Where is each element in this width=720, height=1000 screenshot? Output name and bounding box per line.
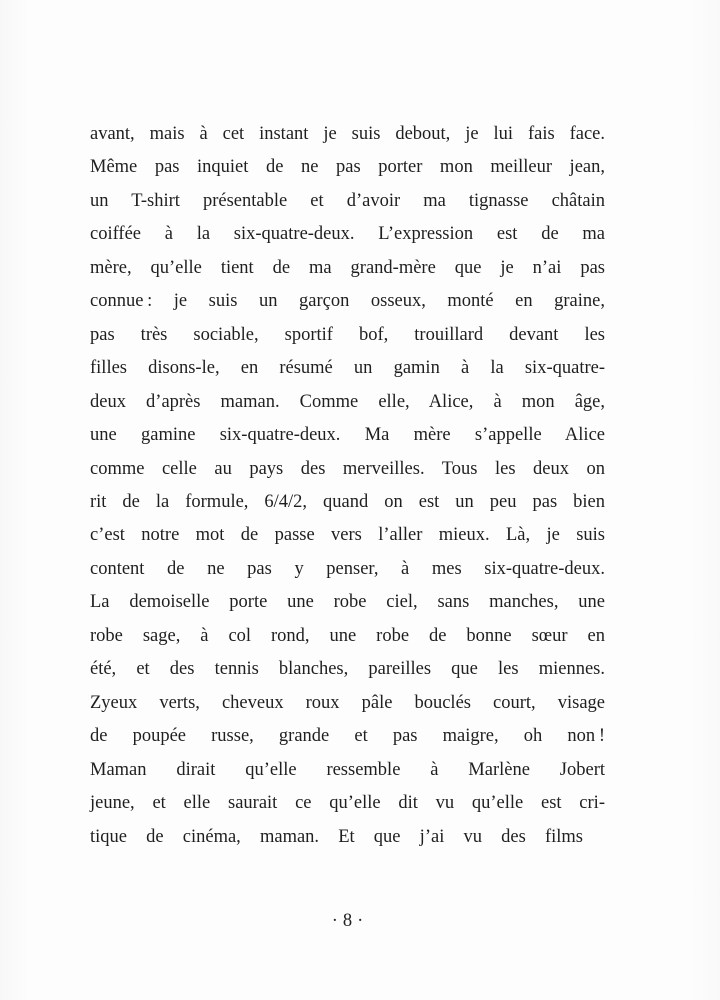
text-line: un T-shirt présentable et d’avoir ma tignasse châtain — [90, 190, 605, 211]
text-line: une gamine six-quatre-deux. Ma mère s’appelle Alice — [90, 425, 605, 446]
text-line: robe sage, à col rond, une robe de bonne sœur en — [90, 625, 605, 646]
text-line: Même pas inquiet de ne pas porter mon meilleur jean, — [90, 157, 605, 178]
text-line: coiffée à la six-quatre-deux. L’expression est de ma — [90, 224, 605, 245]
text-line: de poupée russe, grande et pas maigre, oh non ! — [90, 726, 605, 747]
text-line: filles disons-le, en résumé un gamin à la six-quatre- — [90, 358, 605, 379]
text-line: deux d’après maman. Comme elle, Alice, à mon âge, — [90, 391, 605, 412]
text-line: avant, mais à cet instant je suis debout, je lui fais face. — [90, 124, 605, 144]
text-line: été, et des tennis blanches, pareilles que les miennes. — [90, 659, 605, 680]
text-line: connue : je suis un garçon osseux, monté en graine, — [90, 291, 605, 312]
text-line: Zyeux verts, cheveux roux pâle bouclés court, visage — [90, 692, 605, 713]
text-line: pas très sociable, sportif bof, trouillard devant les — [90, 324, 605, 345]
page-number: ·8· — [331, 911, 369, 931]
text-line: rit de la formule, 6/4/2, quand on est un peu pas bien — [90, 491, 605, 512]
text-line: content de ne pas y penser, à mes six-quatre-deux. — [90, 558, 605, 579]
body-text — [90, 118, 605, 854]
text-line: jeune, et elle saurait ce qu’elle dit vu qu’elle est cri- — [90, 793, 605, 814]
text-line: c’est notre mot de passe vers l’aller mieux. Là, je suis — [90, 525, 605, 546]
text-line: comme celle au pays des merveilles. Tous les deux on — [90, 458, 605, 479]
text-line: La demoiselle porte une robe ciel, sans manches, une — [90, 592, 605, 613]
text-line: tique de cinéma, maman. Et que j’ai vu des films — [90, 826, 583, 847]
text-line: mère, qu’elle tient de ma grand-mère que je n’ai pas — [90, 257, 605, 278]
text-line: Maman dirait qu’elle ressemble à Marlène Jobert — [90, 759, 605, 780]
